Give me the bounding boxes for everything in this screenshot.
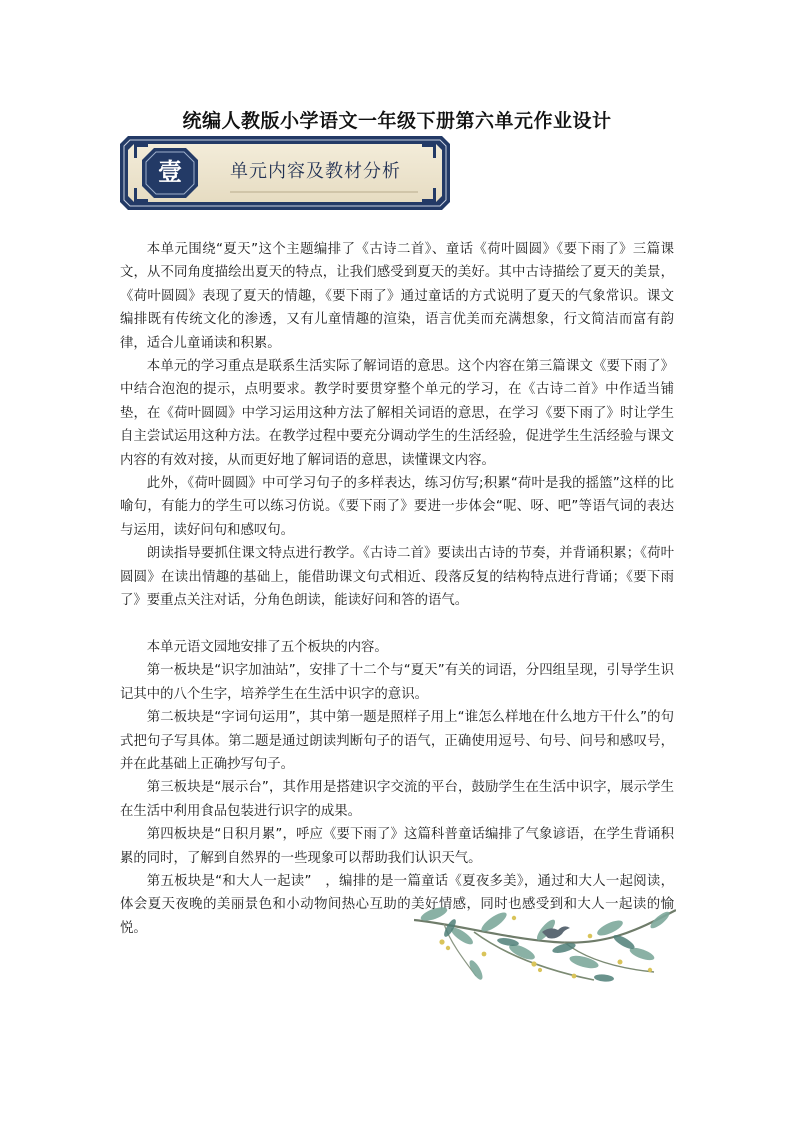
leafy-branch-illustration (414, 902, 676, 992)
paragraph-8: 第三板块是“展示台”，其作用是搭建识字交流的平台，鼓励学生在生活中识字，展示学生在生活中利用食品包装进行识字的成果。 (120, 780, 674, 819)
section-heading: 单元内容及教材分析 (230, 161, 401, 182)
paragraph-4: 朗读指导要抓住课文特点进行教学。《古诗二首》要读出古诗的节奏，并背诵积累；《荷叶圆圆》在读出情趣的基础上，能借助课文句式相近、段落反复的结构特点进行背诵；《要下雨了》要重点关注对话，分角色朗读，能读好问和答的语气。 (120, 546, 674, 609)
paragraph-5: 本单元语文园地安排了五个板块的内容。 (146, 639, 388, 655)
document-body (120, 238, 674, 940)
paragraph-3: 此外，《荷叶圆圆》中可学习句子的多样表达，练习仿写;积累“荷叶是我的摇篮”这样的比喻句，有能力的学生可以练习仿说。《要下雨了》要进一步体会“呢、呀、吧”等语气词的表达与运用，读好问句和感叹句。 (120, 476, 674, 538)
paragraph-2: 本单元的学习重点是联系生活实际了解词语的意思。这个内容在第三篇课文《要下雨了》中结合泡泡的提示，点明要求。教学时要贯穿整个单元的学习，在《古诗二首》中作适当铺垫，在《荷叶圆圆》中学习运用这种方法了解相关词语的意思，在学习《要下雨了》时让学生自主尝试运用这种方法。在教学过程中要充分调动学生的生活经验，促进学生生活经验与课文内容的有效对接，从而更好地了解词语的意思，读懂课文内容。 (120, 359, 674, 468)
paragraph-10: 第五板块是“和大人一起读” ，编排的是一篇童话《夏夜多美》，通过和大人一起阅读，体会夏天夜晚的美丽景色和小动物间热心互助的美好情感，同时也感受到和大人一起读的愉悦。 (120, 873, 674, 936)
paragraph-1: 本单元围绕“夏天”这个主题编排了《古诗二首》、童话《荷叶圆圆》《要下雨了》三篇课文，从不同角度描绘出夏天的特点，让我们感受到夏天的美好。其中古诗描绘了夏天的美景，《荷叶圆圆》表现了夏天的情趣，《要下雨了》通过童话的方式说明了夏天的气象常识。课文编排既有传统文化的渗透，又有儿童情趣的渲染，语言优美而充满想象，行文简洁而富有韵律，适合儿童诵读和积累。 (120, 242, 674, 351)
paragraph-9: 第四板块是“日积月累”，呼应《要下雨了》这篇科普童话编排了气象谚语，在学生背诵积累的同时，了解到自然界的一些现象可以帮助我们认识天气。 (120, 827, 674, 866)
section-number: 壹 (158, 157, 182, 186)
document-title: 统编人教版小学语文一年级下册第六单元作业设计 (182, 110, 612, 132)
paragraph-7: 第二板块是“字词句运用”，其中第一题是照样子用上“谁怎么样地在什么地方干什么”的句式把句子写具体。第二题是通过朗读判断句子的语气，正确使用逗号、句号、问号和感叹号，并在此基础上正确抄写句子。 (120, 710, 674, 772)
section-banner (118, 134, 452, 212)
paragraph-6: 第一板块是“识字加油站”，安排了十二个与“夏天”有关的词语，分四组呈现，引导学生识记其中的八个生字，培养学生在生活中识字的意识。 (120, 663, 674, 702)
